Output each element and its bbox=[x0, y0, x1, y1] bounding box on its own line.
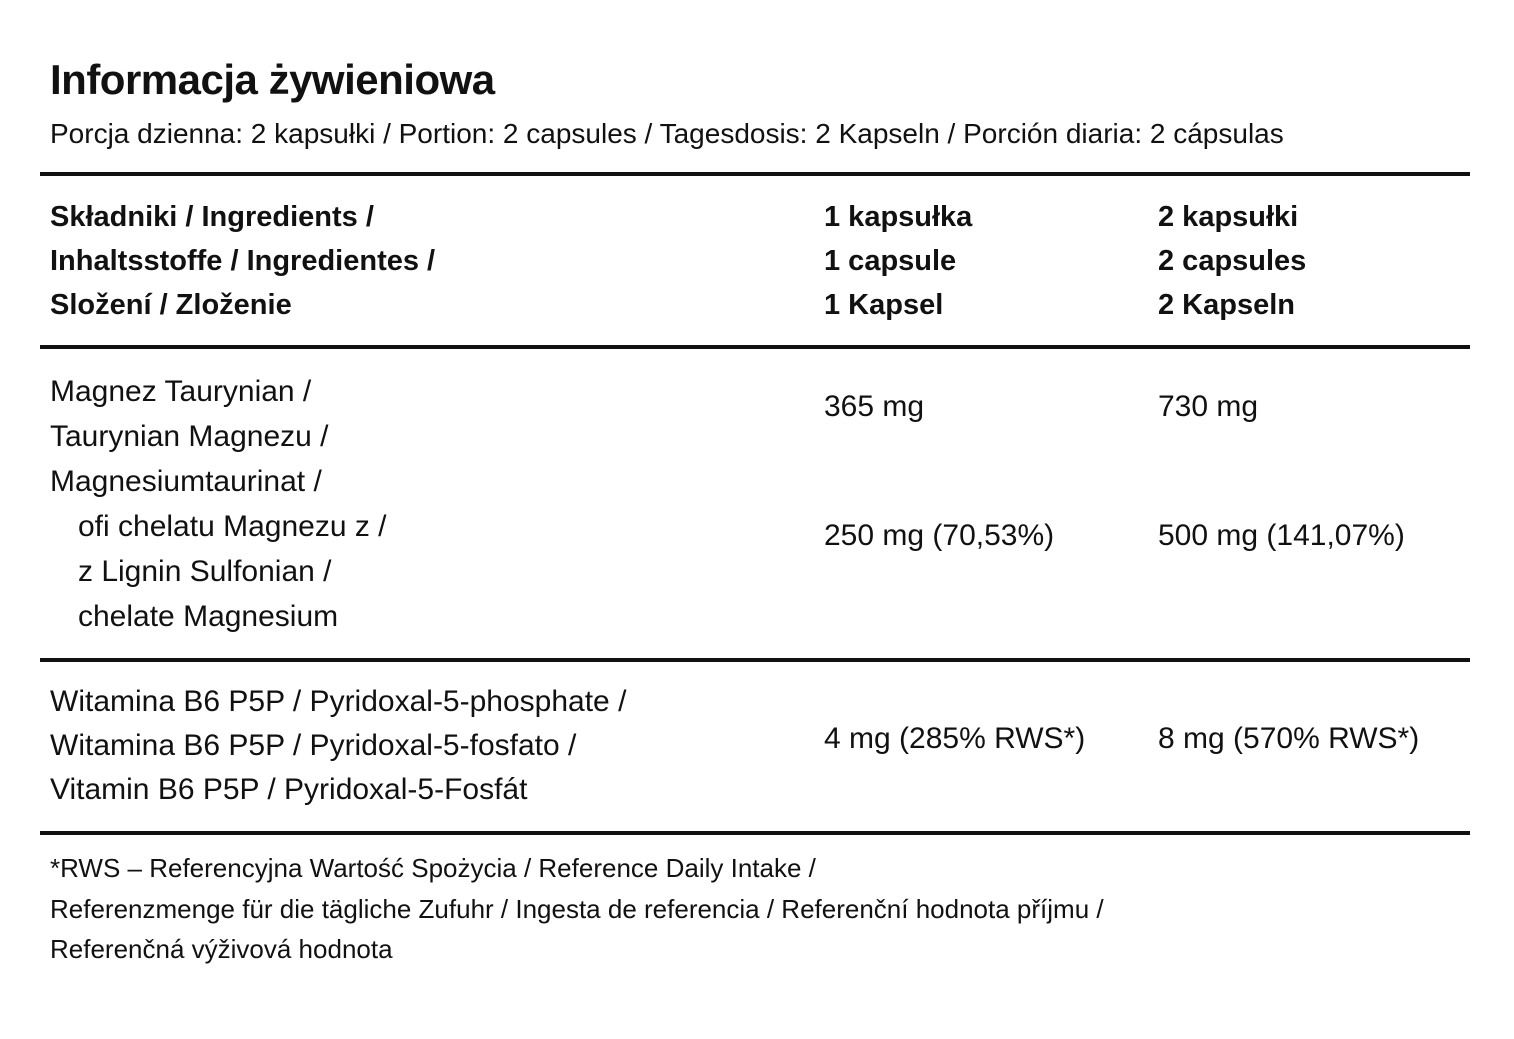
header-ingredients-line: Inhaltsstoffe / Ingredientes / bbox=[50, 245, 436, 277]
top-rule bbox=[40, 172, 1470, 176]
sub-ingredient-name-line: ofi chelatu Magnezu z / bbox=[78, 510, 387, 543]
header-rule bbox=[40, 345, 1470, 349]
footnote-line: *RWS – Referencyjna Wartość Spożycia / Reference Daily Intake / bbox=[50, 853, 816, 883]
header-one-capsule-line: 1 kapsułka bbox=[824, 201, 973, 233]
bottom-rule bbox=[40, 831, 1470, 835]
header-ingredients-line: Składniki / Ingredients / bbox=[50, 201, 374, 233]
header-two-capsules-line: 2 Kapseln bbox=[1158, 289, 1295, 321]
ingredient-name-line: Taurynian Magnezu / bbox=[50, 420, 329, 453]
sub-amount-two-capsules: 500 mg (141,07%) bbox=[1158, 519, 1405, 552]
ingredient-name-line: Magnesiumtaurinat / bbox=[50, 465, 322, 498]
footnote-line: Referenzmenge für die tägliche Zufuhr / Ingesta de referencia / Referenční hodnota příjmu / bbox=[50, 894, 1104, 924]
header-one-capsule-line: 1 capsule bbox=[824, 245, 957, 277]
portion-info: Porcja dzienna: 2 kapsułki / Portion: 2 capsules / Tagesdosis: 2 Kapseln / Porción diaria: 2 cápsulas bbox=[50, 118, 1284, 149]
amount-two-capsules: 8 mg (570% RWS*) bbox=[1158, 722, 1420, 755]
amount-two-capsules: 730 mg bbox=[1158, 390, 1259, 423]
ingredient-name-line: Magnez Taurynian / bbox=[50, 375, 312, 408]
amount-one-capsule: 4 mg (285% RWS*) bbox=[824, 722, 1086, 755]
row-rule bbox=[40, 658, 1470, 662]
header-two-capsules-line: 2 kapsułki bbox=[1158, 201, 1299, 233]
ingredient-name-line: Witamina B6 P5P / Pyridoxal-5-fosfato / bbox=[50, 729, 577, 762]
header-one-capsule-line: 1 Kapsel bbox=[824, 289, 944, 321]
page-title: Informacja żywieniowa bbox=[50, 56, 495, 103]
footnote-line: Referenčná výživová hodnota bbox=[50, 934, 393, 964]
ingredient-name-line: Vitamin B6 P5P / Pyridoxal-5-Fosfát bbox=[50, 773, 528, 806]
sub-amount-one-capsule: 250 mg (70,53%) bbox=[824, 519, 1055, 552]
sub-ingredient-name-line: z Lignin Sulfonian / bbox=[78, 555, 332, 588]
sub-ingredient-name-line: chelate Magnesium bbox=[78, 600, 339, 633]
header-two-capsules-line: 2 capsules bbox=[1158, 245, 1307, 277]
amount-one-capsule: 365 mg bbox=[824, 390, 925, 423]
header-ingredients-line: Složení / Zloženie bbox=[50, 289, 292, 321]
ingredient-name-line: Witamina B6 P5P / Pyridoxal-5-phosphate / bbox=[50, 685, 627, 718]
